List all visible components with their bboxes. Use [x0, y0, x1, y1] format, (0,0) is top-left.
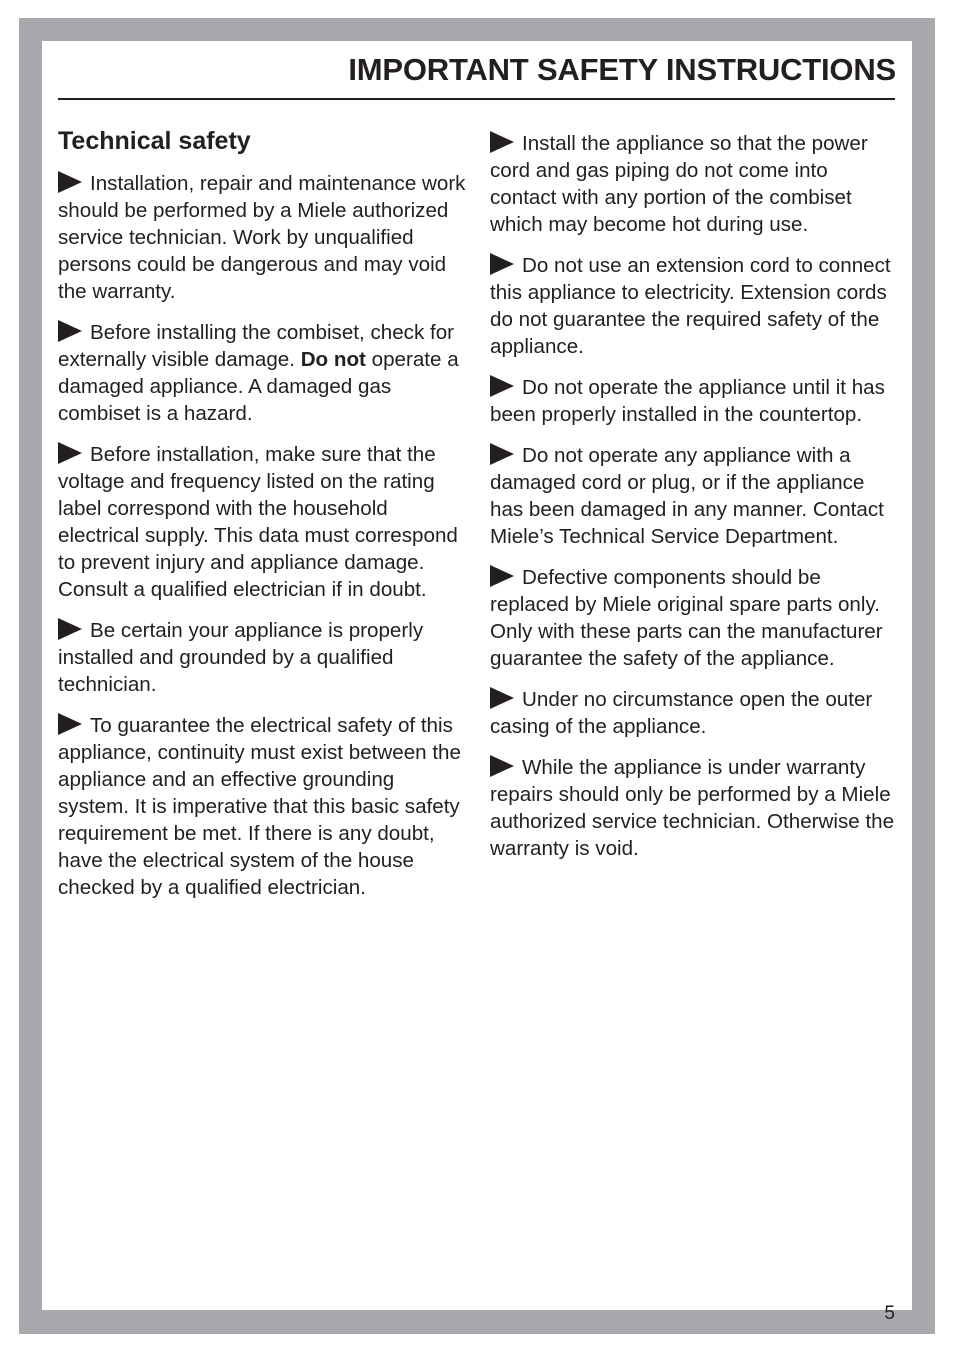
- page-title: IMPORTANT SAFETY INSTRUCTIONS: [348, 52, 896, 87]
- triangle-arrow-icon: [490, 755, 514, 777]
- right-column: [490, 130, 898, 876]
- instruction-paragraph: [490, 374, 898, 428]
- triangle-arrow-icon: [490, 687, 514, 709]
- instruction-paragraph: [58, 170, 468, 305]
- instruction-paragraph: [490, 564, 898, 672]
- instruction-text: Before installing the combiset, check for externally visible damage.: [58, 321, 455, 371]
- left-column: [58, 124, 468, 915]
- instruction-paragraph: [490, 754, 898, 862]
- triangle-arrow-icon: [58, 713, 82, 735]
- instruction-text: Installation, repair and maintenance work should be performed by a Miele authorized service technician. Work by unqualified persons could be dangerous and may void the warranty.: [58, 172, 466, 303]
- instruction-text: Under no circumstance open the outer casing of the appliance.: [490, 688, 873, 738]
- triangle-arrow-icon: [58, 171, 82, 193]
- instruction-text: Do not operate any appliance with a damaged cord or plug, or if the appliance has been damaged in any manner. Contact Miele’s Technical Service Department.: [490, 444, 884, 548]
- instruction-text: Before installation, make sure that the voltage and frequency listed on the rating label correspond with the household electrical supply. This data must correspond to prevent injury and appliance damage. Consult a qualified electrician if in doubt.: [58, 443, 458, 601]
- triangle-arrow-icon: [490, 375, 514, 397]
- emphasis-text: Do not: [300, 348, 366, 371]
- instruction-paragraph: [490, 686, 898, 740]
- triangle-arrow-icon: [490, 565, 514, 587]
- instruction-paragraph: [490, 442, 898, 550]
- instruction-paragraph: [490, 130, 898, 238]
- triangle-arrow-icon: [58, 442, 82, 464]
- instruction-paragraph: [490, 252, 898, 360]
- instruction-text: Do not use an extension cord to connect this appliance to electricity. Extension cords do not guarantee the required safety of the appliance.: [490, 254, 891, 358]
- instruction-paragraph: [58, 712, 468, 901]
- triangle-arrow-icon: [58, 320, 82, 342]
- triangle-arrow-icon: [490, 131, 514, 153]
- instruction-paragraph: [58, 319, 468, 427]
- section-heading: Technical safety: [58, 127, 251, 155]
- instruction-text: To guarantee the electrical safety of this appliance, continuity must exist between the appliance and an effective grounding system. It is imperative that this basic safety requirement be met. If there is any doubt, have the electrical system of the house checked by a qualified electrician.: [58, 714, 461, 899]
- triangle-arrow-icon: [490, 443, 514, 465]
- page-number: 5: [884, 1303, 895, 1324]
- instruction-paragraph: [58, 617, 468, 698]
- instruction-paragraph: [58, 441, 468, 603]
- header-rule: [58, 98, 895, 100]
- instruction-text: While the appliance is under warranty repairs should only be performed by a Miele authorized service technician. Otherwise the warranty is void.: [490, 756, 895, 860]
- triangle-arrow-icon: [58, 618, 82, 640]
- instruction-text: Install the appliance so that the power cord and gas piping do not come into contact with any portion of the combiset which may become hot during use.: [490, 132, 868, 236]
- instruction-text: Defective components should be replaced by Miele original spare parts only. Only with these parts can the manufacturer guarantee the safety of the appliance.: [490, 566, 883, 670]
- instruction-text: Do not operate the appliance until it has been properly installed in the countertop.: [490, 376, 885, 426]
- instruction-text: Be certain your appliance is properly installed and grounded by a qualified technician.: [58, 619, 424, 696]
- instruction-text: operate a damaged appliance. A damaged gas combiset is a hazard.: [58, 348, 459, 425]
- triangle-arrow-icon: [490, 253, 514, 275]
